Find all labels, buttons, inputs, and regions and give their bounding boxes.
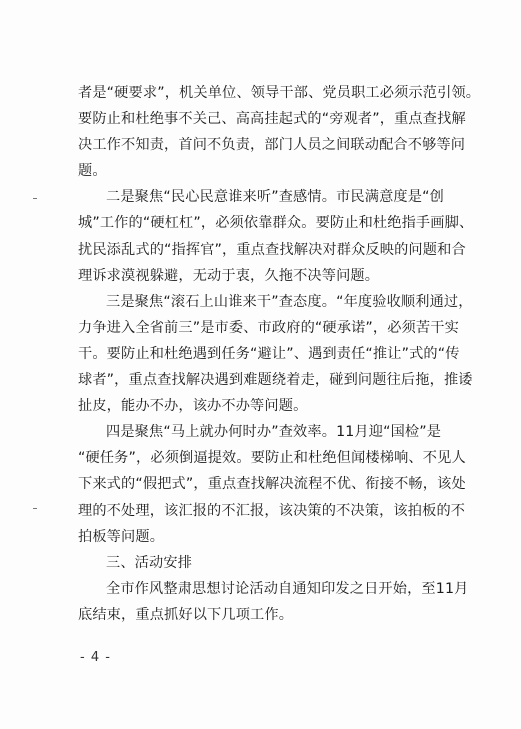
text-line: 扰民添乱式的“指挥官”，重点查找解决对群众反映的问题和合	[78, 241, 466, 258]
text-line: “硬任务”，必须倒逼提效。要防止和杜绝但闻楼梯响、不见人	[78, 450, 466, 467]
text-line: 扯皮，能办不办，该办不办等问题。	[78, 398, 308, 415]
text-line: 者是“硬要求”，机关单位、领导干部、党员职工必须示范引领。	[78, 85, 481, 101]
text-line: 理诉求漠视躲避，无动于衷，久拖不决等问题。	[78, 267, 380, 284]
text-line: 理的不处理，该汇报的不汇报，该决策的不决策，该拍板的不	[78, 502, 466, 519]
text-line: 城”工作的“硬杠杠”，必须依靠群众。要防止和杜绝指手画脚、	[78, 215, 474, 232]
text-line: 要防止和杜绝事不关己、高高挂起式的“旁观者”，重点查找解	[78, 111, 466, 128]
text-line: 下来式的“假把式”，重点查找解决流程不优、衔接不畅，该处	[78, 476, 466, 493]
paragraph-first-line: 二是聚焦“民心民意谁来听”查感情。市民满意度是“创	[106, 189, 444, 206]
text-line: 力争进入全省前三”是市委、市政府的“硬承诺”，必须苦干实	[78, 319, 459, 336]
paragraph-first-line: 四是聚焦“马上就办何时办”查效率。11月迎“国检”是	[106, 424, 442, 441]
text-line: 球者”，重点查找解决遇到难题绕着走，碰到问题往后拖，推诿	[78, 372, 473, 389]
margin-mark	[33, 508, 37, 509]
document-body	[78, 80, 481, 628]
page-number: - 4 -	[80, 650, 111, 665]
text-line: 决工作不知责，首问不负责，部门人员之间联动配合不够等问	[78, 137, 466, 154]
margin-mark	[33, 198, 37, 199]
paragraph-first-line: 三是聚焦“滚石上山谁来干”查态度。“年度验收顺利通过，	[106, 293, 473, 310]
text-line: 拍板等问题。	[78, 528, 165, 545]
paragraph-first-line: 全市作风整肃思想讨论活动自通知印发之日开始，至11月	[106, 580, 469, 597]
text-line: 题。	[78, 163, 107, 180]
text-line: 底结束，重点抓好以下几项工作。	[78, 606, 294, 623]
section-heading: 三、活动安排	[106, 554, 193, 571]
text-line: 干。要防止和杜绝遇到任务“避让”、遇到责任“推让”式的“传	[78, 345, 460, 362]
